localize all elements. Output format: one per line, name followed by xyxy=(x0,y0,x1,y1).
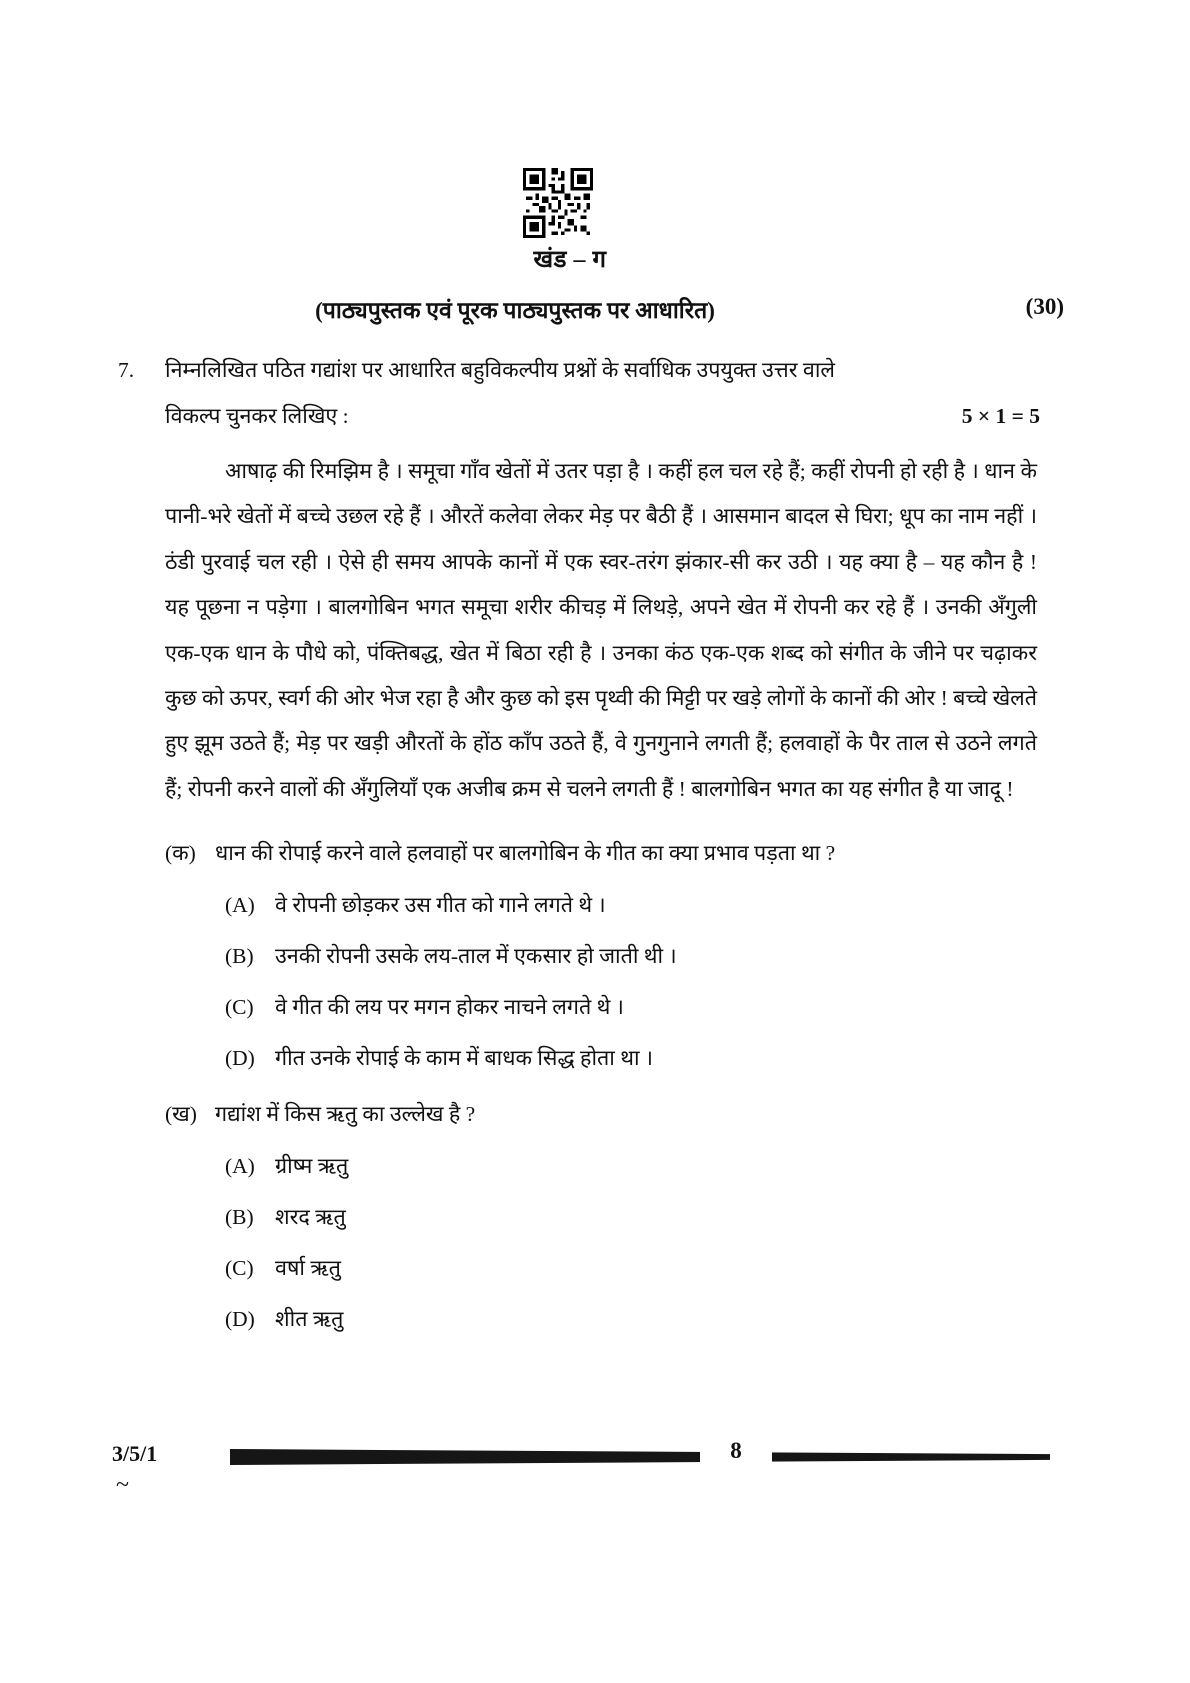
option-text: वे रोपनी छोड़कर उस गीत को गाने लगते थे । xyxy=(275,893,606,918)
sub-question-label: (ख) xyxy=(165,1102,197,1127)
option-label: (C) xyxy=(225,1256,254,1281)
sub-question-kha xyxy=(165,1099,1040,1334)
option-b xyxy=(225,942,1040,971)
instruction-line-1: निम्नलिखित पठित गद्यांश पर आधारित बहुविकल्पीय प्रश्नों के सर्वाधिक उपयुक्त उत्तर वाले xyxy=(165,358,835,382)
option-d xyxy=(225,1305,1040,1334)
reading-passage: आषाढ़ की रिमझिम है । समूचा गाँव खेतों में उतर पड़ा है । कहीं हल चल रहे हैं; कहीं रोपनी हो रही है । धान के पानी-भरे खेतों में बच्चे उछल रहे हैं । औरतें कलेवा लेकर मेड़ पर बैठी हैं । आसमान बादल से घिरा; धूप का नाम नहीं । ठंडी पुरवाई चल रही । ऐसे ही समय आपके कानों में एक स्वर-तरंग झंकार-सी कर उठी । यह क्या है – यह कौन है ! यह पूछना न पड़ेगा । बालगोबिन भगत समूचा शरीर कीचड़ में लिथड़े, अपने खेत में रोपनी कर रहे हैं । उनकी अँगुली एक-एक धान के पौधे को, पंक्तिबद्ध, खेत में बिठा रही है । उनका कंठ एक-एक शब्द को संगीत के जीने पर चढ़ाकर कुछ को ऊपर, स्वर्ग की ओर भेज रहा है और कुछ को इस पृथ्वी की मिट्टी पर खड़े लोगों के कानों की ओर ! बच्चे खेलते हुए झूम उठते हैं; मेड़ पर खड़ी औरतों के होंठ काँप उठते हैं, वे गुनगुनाने लगती हैं; हलवाहों के पैर ताल से उठने लगते हैं; रोपनी करने वालों की अँगुलियाँ एक अजीब क्रम से चलने लगती हैं ! बालगोबिन भगत का यह संगीत है या जादू ! xyxy=(165,459,1037,801)
option-label: (B) xyxy=(225,944,254,969)
question-number: 7. xyxy=(118,358,135,382)
question-7-header xyxy=(118,347,1040,439)
option-label: (D) xyxy=(225,1046,255,1071)
option-c xyxy=(225,993,1040,1022)
question-7 xyxy=(118,347,1040,1334)
option-c xyxy=(225,1254,1040,1283)
subtitle-row xyxy=(0,293,1190,327)
sub-question-text: गद्यांश में किस ऋतु का उल्लेख है ? xyxy=(215,1102,476,1127)
paper-code: 3/5/1 xyxy=(112,1441,158,1466)
section-total-marks: (30) xyxy=(1025,294,1064,319)
option-label: (C) xyxy=(225,995,254,1020)
sub-question-label: (क) xyxy=(165,841,196,866)
options-list xyxy=(225,1152,1040,1334)
option-text: ग्रीष्म ऋतु xyxy=(275,1154,349,1179)
section-subtitle: (पाठ्यपुस्तक एवं पूरक पाठ्यपुस्तक पर आधारित) xyxy=(315,298,715,323)
sub-question-text: धान की रोपाई करने वाले हलवाहों पर बालगोबिन के गीत का क्या प्रभाव पड़ता था ? xyxy=(215,841,836,866)
option-text: वे गीत की लय पर मगन होकर नाचने लगते थे । xyxy=(275,995,624,1020)
footer-tilde-mark: ~ xyxy=(116,1472,129,1498)
option-label: (A) xyxy=(225,1154,255,1179)
option-text: शरद ऋतु xyxy=(275,1205,346,1230)
sub-question-ka xyxy=(165,838,1040,1073)
option-text: शीत ऋतु xyxy=(275,1307,344,1332)
footer-divider-bar xyxy=(230,1449,1050,1465)
question-marks: 5 × 1 = 5 xyxy=(961,404,1040,428)
question-instruction xyxy=(165,347,1040,439)
option-label: (D) xyxy=(225,1307,255,1332)
option-label: (A) xyxy=(225,893,255,918)
option-d xyxy=(225,1044,1040,1073)
options-list xyxy=(225,891,1040,1073)
option-text: गीत उनके रोपाई के काम में बाधक सिद्ध होता था । xyxy=(275,1046,654,1071)
option-text: उनकी रोपनी उसके लय-ताल में एकसार हो जाती थी । xyxy=(275,944,677,969)
option-a xyxy=(225,891,1040,920)
instruction-line-2: विकल्प चुनकर लिखिए : xyxy=(165,404,349,428)
option-b xyxy=(225,1203,1040,1232)
page-number: 8 xyxy=(700,1438,772,1464)
option-a xyxy=(225,1152,1040,1181)
option-text: वर्षा ऋतु xyxy=(275,1256,341,1281)
section-title: खंड – ग xyxy=(533,247,607,273)
qr-code-icon xyxy=(523,168,593,238)
option-label: (B) xyxy=(225,1205,254,1230)
